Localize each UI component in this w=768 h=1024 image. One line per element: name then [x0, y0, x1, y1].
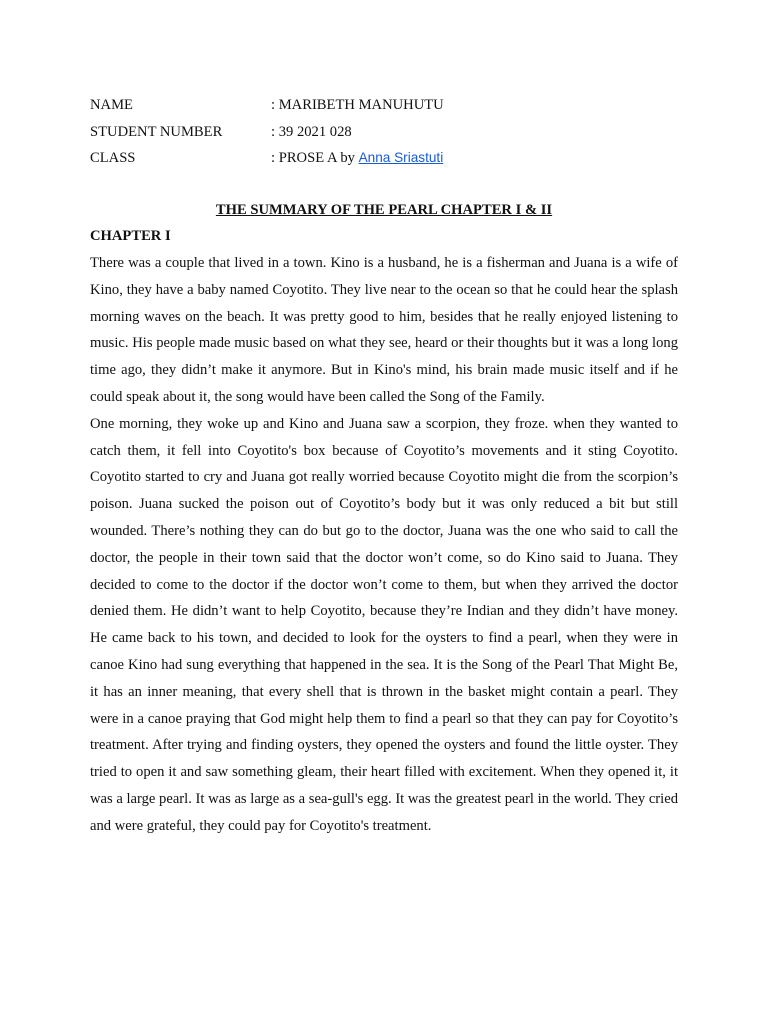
name-label: NAME	[90, 97, 133, 113]
summary-paragraph-1: There was a couple that lived in a town. Kino is a husband, he is a fisherman and Juana is a wife of Kino, they have a baby named Coyotito. They live near to the ocean so that he could hear the splash morning waves on the beach. It was pretty good to him, besides that he really enjoyed listening to music. His people made music based on what they see, heard or their thoughts but it was a long long time ago, they didn’t make it anymore. But in Kino's mind, his brain made music itself and if he could speak about it, the song would have been called the Song of the Family.	[90, 254, 678, 405]
author-link[interactable]: Anna Sriastuti	[358, 150, 444, 166]
student-number-label: STUDENT NUMBER	[90, 123, 223, 140]
class-value	[271, 145, 678, 172]
student-number-value: : 39 2021 028	[271, 123, 352, 140]
summary-paragraph-2: One morning, they woke up and Kino and Juana saw a scorpion, they froze. when they wanted to catch them, it fell into Coyotito's box because of Coyotito’s movements and it sting Coyotito. Coyotito started to cry and Juana got really worried because Coyotito might die from the scorpion’s poison. Juana sucked the poison out of Coyotito’s body but it was only reduced a bit but still wounded. There’s nothing they can do but go to the doctor, Juana was the one who said to call the doctor, the people in their town said that the doctor won’t come, so do Kino said to Juana. They decided to come to the doctor if the doctor won’t come to them, but when they arrived the doctor denied them. He didn’t want to help Coyotito, because they’re Indian and they didn’t have money. He came back to his town, and decided to look for the oysters to find a pearl, when they were in canoe Kino had sung everything that happened in the sea. It is the Song of the Pearl That Might Be, it has an inner meaning, that every shell that is thrown in the basket might contain a pearl. They were in a canoe praying that God might help them to find a pearl so that they can pay for Coyotito’s treatment. After trying and finding oysters, they opened the oysters and found the little oyster. They tried to open it and saw something gleam, their heart filled with excitement. When they opened it, it was a large pearl. It was as large as a sea-gull's egg. It was the greatest pearl in the world. They cried and were grateful, they could pay for Coyotito's treatment.	[90, 415, 678, 834]
student-info-block	[90, 92, 678, 172]
class-value-prefix: : PROSE A by	[271, 150, 359, 167]
document-title: THE SUMMARY OF THE PEARL CHAPTER I & II	[215, 201, 553, 218]
name-value: : MARIBETH MANUHUTU	[271, 97, 444, 113]
class-label: CLASS	[90, 150, 136, 167]
chapter-heading: CHAPTER I	[90, 228, 171, 245]
